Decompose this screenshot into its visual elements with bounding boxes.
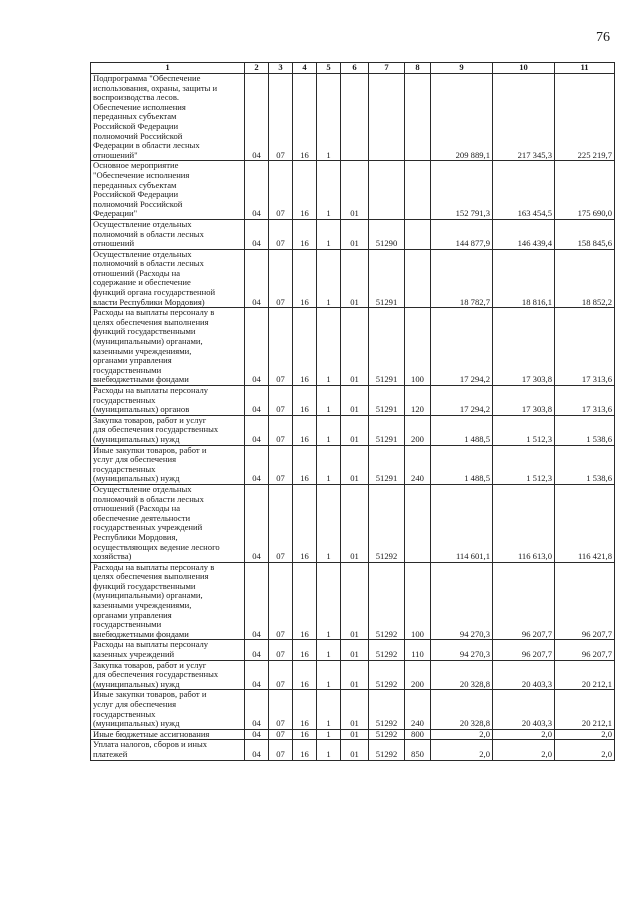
program-code-cell: 16 (293, 386, 317, 416)
section-code-cell: 04 (245, 562, 269, 640)
expense-type-code-cell (405, 249, 431, 308)
subprogram-code-cell: 1 (317, 219, 341, 249)
direction-code-cell: 51292 (369, 484, 405, 562)
table-row (91, 562, 615, 640)
amount-year3-cell: 1 538,6 (555, 415, 615, 445)
subsection-code-cell: 07 (269, 484, 293, 562)
amount-year1-cell: 94 270,3 (431, 562, 493, 640)
header-cell: 6 (341, 63, 369, 74)
section-code-cell: 04 (245, 445, 269, 484)
event-code-cell: 01 (341, 219, 369, 249)
table-row (91, 445, 615, 484)
subprogram-code-cell: 1 (317, 740, 341, 760)
event-code-cell: 01 (341, 690, 369, 729)
table-row (91, 386, 615, 416)
subprogram-code-cell: 1 (317, 690, 341, 729)
amount-year3-cell: 116 421,8 (555, 484, 615, 562)
amount-year3-cell: 17 313,6 (555, 386, 615, 416)
direction-code-cell: 51291 (369, 249, 405, 308)
header-cell: 3 (269, 63, 293, 74)
table-row (91, 219, 615, 249)
amount-year1-cell: 1 488,5 (431, 445, 493, 484)
subprogram-code-cell: 1 (317, 729, 341, 740)
program-code-cell: 16 (293, 161, 317, 220)
amount-year2-cell: 1 512,3 (493, 445, 555, 484)
amount-year3-cell: 20 212,1 (555, 690, 615, 729)
table-row (91, 660, 615, 690)
row-name-cell: Уплата налогов, сборов и иных платежей (91, 740, 245, 760)
expense-type-code-cell: 200 (405, 660, 431, 690)
expense-type-code-cell (405, 219, 431, 249)
direction-code-cell: 51290 (369, 219, 405, 249)
event-code-cell: 01 (341, 386, 369, 416)
subsection-code-cell: 07 (269, 308, 293, 386)
amount-year1-cell: 20 328,8 (431, 690, 493, 729)
expense-type-code-cell: 850 (405, 740, 431, 760)
amount-year3-cell: 158 845,6 (555, 219, 615, 249)
event-code-cell: 01 (341, 729, 369, 740)
event-code-cell: 01 (341, 562, 369, 640)
subsection-code-cell: 07 (269, 445, 293, 484)
subsection-code-cell: 07 (269, 386, 293, 416)
section-code-cell: 04 (245, 161, 269, 220)
expense-type-code-cell: 240 (405, 690, 431, 729)
amount-year2-cell: 146 439,4 (493, 219, 555, 249)
row-name-cell: Осуществление отдельных полномочий в области лесных отношений (Расходы на обеспечение деятельности государственных учреждений Республики Мордовия, осуществляющих ведение лесного хозяйства) (91, 484, 245, 562)
row-name-cell: Основное мероприятие "Обеспечение исполнения переданных субъектам Российской Федерации полномочий Российской Федерации" (91, 161, 245, 220)
direction-code-cell: 51291 (369, 308, 405, 386)
event-code-cell: 01 (341, 308, 369, 386)
table-row (91, 729, 615, 740)
program-code-cell: 16 (293, 484, 317, 562)
row-name-cell: Расходы на выплаты персоналу казенных учреждений (91, 640, 245, 660)
header-cell: 9 (431, 63, 493, 74)
event-code-cell: 01 (341, 249, 369, 308)
program-code-cell: 16 (293, 249, 317, 308)
expense-type-code-cell (405, 74, 431, 161)
budget-table (90, 62, 615, 761)
amount-year3-cell: 225 219,7 (555, 74, 615, 161)
amount-year1-cell: 94 270,3 (431, 640, 493, 660)
amount-year1-cell: 144 877,9 (431, 219, 493, 249)
amount-year1-cell: 17 294,2 (431, 386, 493, 416)
amount-year1-cell: 1 488,5 (431, 415, 493, 445)
direction-code-cell: 51291 (369, 386, 405, 416)
section-code-cell: 04 (245, 249, 269, 308)
program-code-cell: 16 (293, 74, 317, 161)
amount-year3-cell: 1 538,6 (555, 445, 615, 484)
table-row (91, 484, 615, 562)
program-code-cell: 16 (293, 308, 317, 386)
subsection-code-cell: 07 (269, 660, 293, 690)
section-code-cell: 04 (245, 415, 269, 445)
subsection-code-cell: 07 (269, 562, 293, 640)
header-cell: 1 (91, 63, 245, 74)
table-row (91, 249, 615, 308)
amount-year3-cell: 20 212,1 (555, 660, 615, 690)
section-code-cell: 04 (245, 690, 269, 729)
row-name-cell: Закупка товаров, работ и услуг для обеспечения государственных (муниципальных) нужд (91, 415, 245, 445)
amount-year2-cell: 17 303,8 (493, 386, 555, 416)
event-code-cell: 01 (341, 161, 369, 220)
subprogram-code-cell: 1 (317, 660, 341, 690)
expense-type-code-cell: 240 (405, 445, 431, 484)
amount-year3-cell: 17 313,6 (555, 308, 615, 386)
subprogram-code-cell: 1 (317, 640, 341, 660)
amount-year1-cell: 2,0 (431, 740, 493, 760)
row-name-cell: Расходы на выплаты персоналу в целях обеспечения выполнения функций государственными (муниципальными) органами, казенными учреждениями, органами управления государственными внебюджетными фондами (91, 562, 245, 640)
amount-year1-cell: 18 782,7 (431, 249, 493, 308)
amount-year3-cell: 175 690,0 (555, 161, 615, 220)
direction-code-cell: 51292 (369, 660, 405, 690)
header-cell: 11 (555, 63, 615, 74)
amount-year2-cell: 96 207,7 (493, 640, 555, 660)
subprogram-code-cell: 1 (317, 386, 341, 416)
expense-type-code-cell: 120 (405, 386, 431, 416)
header-cell: 10 (493, 63, 555, 74)
subsection-code-cell: 07 (269, 640, 293, 660)
section-code-cell: 04 (245, 74, 269, 161)
direction-code-cell: 51292 (369, 562, 405, 640)
subprogram-code-cell: 1 (317, 308, 341, 386)
amount-year3-cell: 2,0 (555, 729, 615, 740)
amount-year3-cell: 18 852,2 (555, 249, 615, 308)
direction-code-cell: 51291 (369, 445, 405, 484)
direction-code-cell (369, 74, 405, 161)
section-code-cell: 04 (245, 386, 269, 416)
section-code-cell: 04 (245, 640, 269, 660)
direction-code-cell (369, 161, 405, 220)
event-code-cell (341, 74, 369, 161)
subprogram-code-cell: 1 (317, 74, 341, 161)
section-code-cell: 04 (245, 729, 269, 740)
amount-year2-cell: 2,0 (493, 740, 555, 760)
subsection-code-cell: 07 (269, 249, 293, 308)
event-code-cell: 01 (341, 640, 369, 660)
amount-year1-cell: 2,0 (431, 729, 493, 740)
program-code-cell: 16 (293, 729, 317, 740)
expense-type-code-cell: 800 (405, 729, 431, 740)
direction-code-cell: 51292 (369, 740, 405, 760)
row-name-cell: Подпрограмма "Обеспечение использования, охраны, защиты и воспроизводства лесов. Обеспечение исполнения переданных субъектам Российской Федерации полномочий Российской Федерации в области лесных отношений" (91, 74, 245, 161)
amount-year1-cell: 17 294,2 (431, 308, 493, 386)
expense-type-code-cell: 100 (405, 562, 431, 640)
page-number: 76 (596, 30, 610, 45)
program-code-cell: 16 (293, 445, 317, 484)
header-cell: 2 (245, 63, 269, 74)
amount-year3-cell: 96 207,7 (555, 562, 615, 640)
subsection-code-cell: 07 (269, 729, 293, 740)
subsection-code-cell: 07 (269, 415, 293, 445)
section-code-cell: 04 (245, 219, 269, 249)
event-code-cell: 01 (341, 484, 369, 562)
direction-code-cell: 51292 (369, 729, 405, 740)
subprogram-code-cell: 1 (317, 161, 341, 220)
subsection-code-cell: 07 (269, 74, 293, 161)
amount-year2-cell: 17 303,8 (493, 308, 555, 386)
expense-type-code-cell: 100 (405, 308, 431, 386)
subprogram-code-cell: 1 (317, 562, 341, 640)
table-header-row (91, 63, 615, 74)
amount-year2-cell: 116 613,0 (493, 484, 555, 562)
table-row (91, 740, 615, 760)
event-code-cell: 01 (341, 415, 369, 445)
row-name-cell: Расходы на выплаты персоналу государственных (муниципальных) органов (91, 386, 245, 416)
amount-year1-cell: 152 791,3 (431, 161, 493, 220)
table-row (91, 640, 615, 660)
direction-code-cell: 51291 (369, 415, 405, 445)
row-name-cell: Закупка товаров, работ и услуг для обеспечения государственных (муниципальных) нужд (91, 660, 245, 690)
header-cell: 4 (293, 63, 317, 74)
amount-year2-cell: 2,0 (493, 729, 555, 740)
subprogram-code-cell: 1 (317, 249, 341, 308)
expense-type-code-cell (405, 484, 431, 562)
table-row (91, 690, 615, 729)
program-code-cell: 16 (293, 660, 317, 690)
program-code-cell: 16 (293, 562, 317, 640)
subprogram-code-cell: 1 (317, 415, 341, 445)
amount-year2-cell: 217 345,3 (493, 74, 555, 161)
subsection-code-cell: 07 (269, 219, 293, 249)
expense-type-code-cell: 110 (405, 640, 431, 660)
subprogram-code-cell: 1 (317, 445, 341, 484)
section-code-cell: 04 (245, 484, 269, 562)
header-cell: 5 (317, 63, 341, 74)
direction-code-cell: 51292 (369, 640, 405, 660)
amount-year2-cell: 163 454,5 (493, 161, 555, 220)
table-row (91, 308, 615, 386)
program-code-cell: 16 (293, 740, 317, 760)
expense-type-code-cell: 200 (405, 415, 431, 445)
subsection-code-cell: 07 (269, 690, 293, 729)
table-row (91, 74, 615, 161)
section-code-cell: 04 (245, 660, 269, 690)
header-cell: 7 (369, 63, 405, 74)
amount-year2-cell: 96 207,7 (493, 562, 555, 640)
table-row (91, 415, 615, 445)
program-code-cell: 16 (293, 219, 317, 249)
section-code-cell: 04 (245, 308, 269, 386)
amount-year1-cell: 20 328,8 (431, 660, 493, 690)
amount-year3-cell: 2,0 (555, 740, 615, 760)
section-code-cell: 04 (245, 740, 269, 760)
row-name-cell: Иные закупки товаров, работ и услуг для обеспечения государственных (муниципальных) нужд (91, 445, 245, 484)
header-cell: 8 (405, 63, 431, 74)
expense-type-code-cell (405, 161, 431, 220)
amount-year2-cell: 20 403,3 (493, 660, 555, 690)
event-code-cell: 01 (341, 740, 369, 760)
table-row (91, 161, 615, 220)
program-code-cell: 16 (293, 690, 317, 729)
event-code-cell: 01 (341, 445, 369, 484)
row-name-cell: Осуществление отдельных полномочий в области лесных отношений (Расходы на содержание и обеспечение функций органа государственной власти Республики Мордовия) (91, 249, 245, 308)
amount-year2-cell: 20 403,3 (493, 690, 555, 729)
program-code-cell: 16 (293, 415, 317, 445)
row-name-cell: Иные закупки товаров, работ и услуг для обеспечения государственных (муниципальных) нужд (91, 690, 245, 729)
subprogram-code-cell: 1 (317, 484, 341, 562)
amount-year2-cell: 18 816,1 (493, 249, 555, 308)
amount-year1-cell: 114 601,1 (431, 484, 493, 562)
row-name-cell: Осуществление отдельных полномочий в области лесных отношений (91, 219, 245, 249)
row-name-cell: Иные бюджетные ассигнования (91, 729, 245, 740)
program-code-cell: 16 (293, 640, 317, 660)
amount-year2-cell: 1 512,3 (493, 415, 555, 445)
amount-year3-cell: 96 207,7 (555, 640, 615, 660)
row-name-cell: Расходы на выплаты персоналу в целях обеспечения выполнения функций государственными (муниципальными) органами, казенными учреждениями, органами управления государственными внебюджетными фондами (91, 308, 245, 386)
event-code-cell: 01 (341, 660, 369, 690)
subsection-code-cell: 07 (269, 740, 293, 760)
amount-year1-cell: 209 889,1 (431, 74, 493, 161)
direction-code-cell: 51292 (369, 690, 405, 729)
subsection-code-cell: 07 (269, 161, 293, 220)
